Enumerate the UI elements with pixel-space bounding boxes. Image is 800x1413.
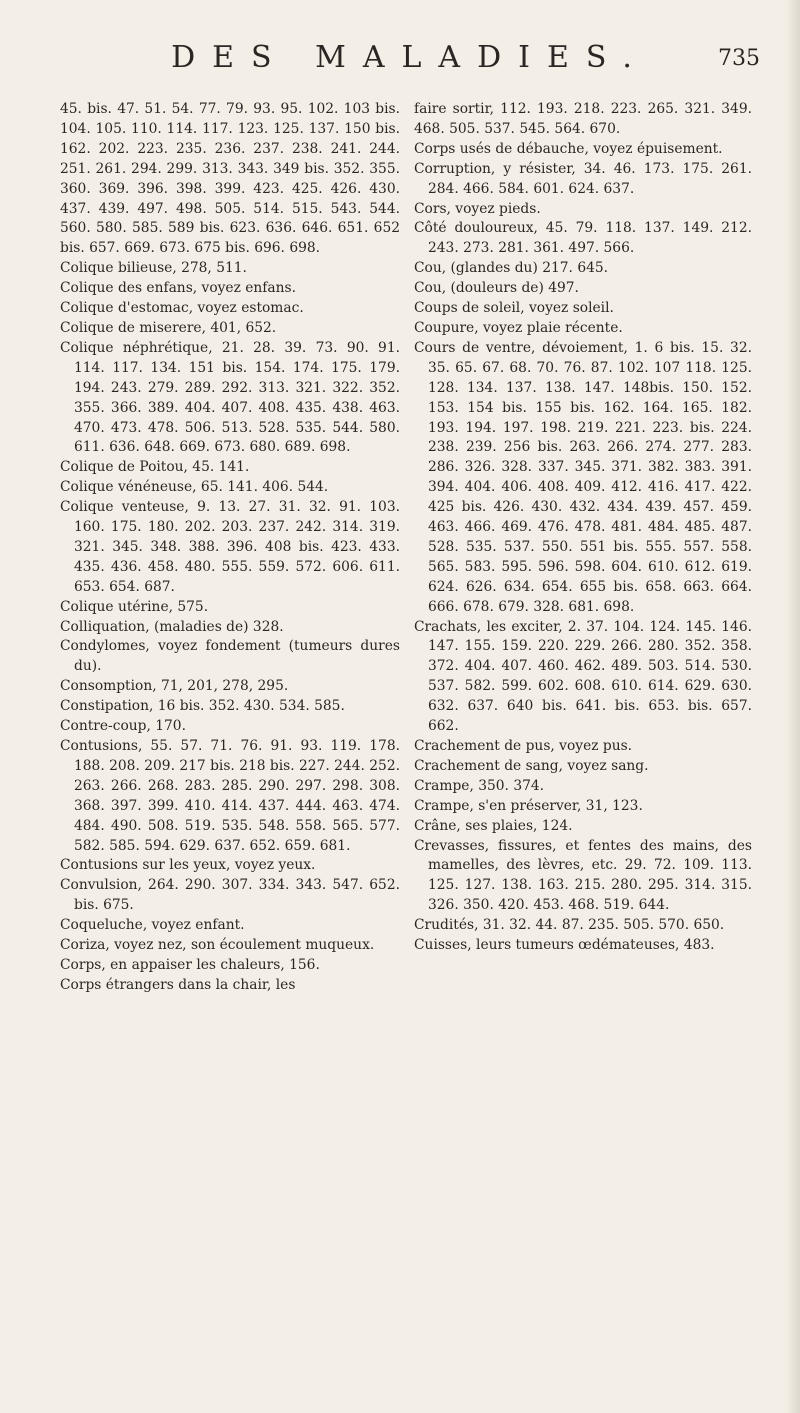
index-entry: Crâne, ses plaies, 124. (414, 817, 573, 834)
index-entry: Colique de Poitou, 45. 141. (60, 459, 250, 476)
index-entry: Crachement de sang, voyez sang. (414, 757, 649, 774)
index-entry: Colique vénéneuse, 65. 141. 406. 544. (60, 479, 329, 496)
index-entry: faire sortir, 112. 193. 218. 223. 265. 321. 349. 468. 505. 537. 545. 564. 670. (414, 101, 752, 137)
index-column-right (414, 100, 752, 956)
index-entry: Coriza, voyez nez, son écoulement muqueux. (60, 937, 375, 954)
index-entry: Colique venteuse, 9. 13. 27. 31. 32. 91. 103. 160. 175. 180. 202. 203. 237. 242. 314. 319. 321. 345. 348. 388. 396. 408 bis. 423. 433. 435. 436. 458. 480. 555. 559. 572. 606. 611. 653. 654. 687. (60, 499, 400, 595)
index-entry: Corps étrangers dans la chair, les (60, 976, 296, 993)
index-entry: Crachement de pus, voyez pus. (414, 738, 633, 754)
index-column-left (60, 100, 400, 996)
index-entry: Colique utérine, 575. (60, 598, 209, 615)
index-entry: Colique néphrétique, 21. 28. 39. 73. 90. 91. 114. 117. 134. 151 bis. 154. 174. 175. 179. 194. 243. 279. 289. 292. 313. 321. 322. 352. 355. 366. 389. 404. 407. 408. 435. 438. 463. 470. 473. 478. 506. 513. 528. 535. 544. 580. 611. 636. 648. 669. 673. 680. 689. 698. (60, 339, 400, 456)
page-number: 735 (718, 46, 760, 71)
index-entry: Colique des enfans, voyez enfans. (60, 280, 296, 297)
index-entry: Côté douloureux, 45. 79. 118. 137. 149. 212. 243. 273. 281. 361. 497. 566. (414, 220, 752, 257)
index-entry: Convulsion, 264. 290. 307. 334. 343. 547. 652. bis. 675. (60, 877, 400, 914)
index-entry: Cou, (glandes du) 217. 645. (414, 260, 609, 277)
index-entry: Cors, voyez pieds. (414, 200, 541, 217)
index-entry: Colique de miserere, 401, 652. (60, 319, 277, 336)
index-entry: Colique d'estomac, voyez estomac. (60, 300, 304, 317)
index-entry: Crampe, 350. 374. (414, 777, 545, 794)
index-entry: Contusions, 55. 57. 71. 76. 91. 93. 119. 178. 188. 208. 209. 217 bis. 218 bis. 227. 244. 252. 263. 266. 268. 283. 285. 290. 297. 298. 308. 368. 397. 399. 410. 414. 437. 444. 463. 474. 484. 490. 508. 519. 535. 548. 558. 565. 577. 582. 585. 594. 629. 637. 652. 659. 681. (60, 738, 400, 854)
index-entry: Colique bilieuse, 278, 511. (60, 260, 247, 277)
page-edge-shadow (786, 0, 800, 1413)
index-entry: Crachats, les exciter, 2. 37. 104. 124. 145. 146. 147. 155. 159. 220. 229. 266. 280. 352. 358. 372. 404. 407. 460. 462. 489. 503. 514. 530. 537. 582. 599. 602. 608. 610. 614. 629. 630. 632. 637. 640 bis. 641. bis. 653. bis. 657. 662. (414, 618, 752, 735)
running-head (60, 40, 760, 80)
index-entry: Condylomes, voyez fondement (tumeurs dures du). (60, 638, 400, 675)
index-entry: Cuisses, leurs tumeurs œdémateuses, 483. (414, 937, 715, 954)
index-entry: Coups de soleil, voyez soleil. (414, 300, 614, 317)
index-entry: Corps, en appaiser les chaleurs, 156. (60, 956, 320, 973)
index-entry: Contre-coup, 170. (60, 718, 186, 735)
index-entry: Crevasses, fissures, et fentes des mains, des mamelles, des lèvres, etc. 29. 72. 109. 113. 125. 127. 138. 163. 215. 280. 295. 314. 315. 326. 350. 420. 453. 468. 519. 644. (414, 837, 752, 914)
index-entry: Corruption, y résister, 34. 46. 173. 175. 261. 284. 466. 584. 601. 624. 637. (414, 160, 752, 197)
index-entry: Contusions sur les yeux, voyez yeux. (60, 857, 316, 874)
index-entry: Cours de ventre, dévoiement, 1. 6 bis. 15. 32. 35. 65. 67. 68. 70. 76. 87. 102. 107 118. 125. 128. 134. 137. 138. 147. 148bis. 150. 152. 153. 154 bis. 155 bis. 162. 164. 165. 182. 193. 194. 197. 198. 219. 221. 223. bis. 224. 238. 239. 256 bis. 263. 266. 274. 277. 283. 286. 326. 328. 337. 345. 371. 382. 383. 391. 394. 404. 406. 408. 409. 412. 416. 417. 422. 425 bis. 426. 430. 432. 434. 439. 457. 459. 463. 466. 469. 476. 478. 481. 484. 485. 487. 528. 535. 537. 550. 551 bis. 555. 557. 558. 565. 583. 595. 596. 598. 604. 610. 612. 619. 624. 626. 634. 654. 655 bis. 658. 663. 664. 666. 678. 679. 328. 681. 698. (414, 339, 752, 615)
index-entry: Coupure, voyez plaie récente. (414, 319, 623, 336)
index-entry: Coqueluche, voyez enfant. (60, 917, 245, 934)
index-entry: Crudités, 31. 32. 44. 87. 235. 505. 570. 650. (414, 917, 725, 934)
index-entry: Crampe, s'en préserver, 31, 123. (414, 797, 643, 814)
index-entry: Consomption, 71, 201, 278, 295. (60, 678, 289, 695)
index-entry: 45. bis. 47. 51. 54. 77. 79. 93. 95. 102. 103 bis. 104. 105. 110. 114. 117. 123. 125. 137. 150 bis. 162. 202. 223. 235. 236. 237. 238. 241. 244. 251. 261. 294. 299. 313. 343. 349 bis. 352. 355. 360. 369. 396. 398. 399. 423. 425. 426. 430. 437. 439. 497. 498. 505. 514. 515. 543. 544. 560. 580. 585. 589 bis. 623. 636. 646. 651. 652 bis. 657. 669. 673. 675 bis. 696. 698. (60, 101, 400, 257)
index-entry: Corps usés de débauche, voyez épuisement. (414, 140, 723, 157)
index-entry: Constipation, 16 bis. 352. 430. 534. 585. (60, 698, 345, 715)
running-title: DES MALADIES. (171, 40, 649, 75)
index-entry: Colliquation, (maladies de) 328. (60, 618, 284, 635)
index-entry: Cou, (douleurs de) 497. (414, 280, 579, 297)
